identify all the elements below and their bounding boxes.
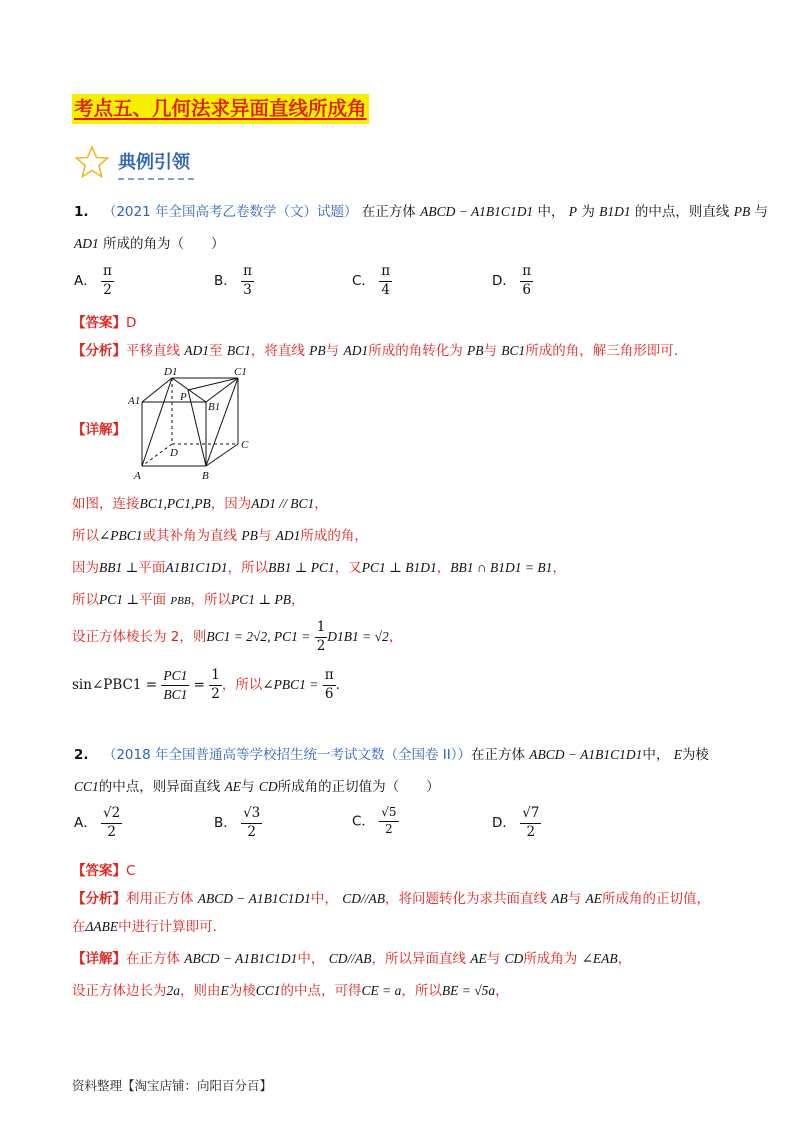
math: BB1 ∩ B1D1 = B1 <box>450 560 553 575</box>
math: D1B1 = √2 <box>327 629 389 645</box>
math: CC1 <box>255 983 281 998</box>
detail-text: 因为 <box>72 560 99 576</box>
question-2-line-2 <box>74 775 440 795</box>
question-source: （2021 年全国高考乙卷数学（文）试题） <box>102 204 358 220</box>
detail-text: ， <box>291 592 305 608</box>
math: 2a <box>166 983 180 998</box>
option-fraction: $\frac{\pi}{3}$ <box>243 263 252 298</box>
math: ABCD − A1B1C1D1 <box>184 951 298 966</box>
label-d1: D1 <box>164 366 178 378</box>
cube-name: ABCD − A1B1C1D1 <box>420 204 534 219</box>
analysis-line-1 <box>72 887 710 907</box>
analysis-text: 在 <box>72 919 86 935</box>
math: PB <box>467 343 484 358</box>
segment-b1d1: B1D1 <box>599 204 631 219</box>
label-c1: C1 <box>234 366 247 378</box>
option-label: C． <box>352 273 375 290</box>
math: E <box>220 983 229 998</box>
segment-cc1: CC1 <box>74 779 99 794</box>
analysis-text: 所成角的正切值， <box>602 891 711 907</box>
page-heading: 考点五、几何法求异面直线所成角 <box>72 94 369 124</box>
detail-text: ， <box>617 951 632 967</box>
math: AD1 <box>184 343 210 358</box>
label-a1: A1 <box>128 395 141 407</box>
detail-text: ， <box>388 629 403 646</box>
detail-text: 所以 <box>72 528 99 544</box>
detail-text: ，所以 <box>221 677 263 694</box>
option-fraction: $\frac{√2}{2}$ <box>103 805 121 840</box>
analysis-text: 利用正方体 <box>126 891 194 907</box>
cube-figure <box>128 366 253 484</box>
math: CE = a <box>361 983 402 998</box>
detail-text: ， <box>314 496 328 512</box>
analysis-text: ，将问题转化为求共面直线 <box>384 891 547 907</box>
option-a[interactable] <box>74 806 122 840</box>
option-label: B． <box>214 815 237 832</box>
line-ae: AE <box>224 779 242 794</box>
detail-text: ，所以异面直线 <box>371 951 466 967</box>
stem-text: 在正方体 <box>361 204 416 220</box>
stem-text: 所成的角为（ ） <box>103 236 225 252</box>
analysis-line-2 <box>72 915 217 935</box>
question-1-line-1 <box>74 200 768 220</box>
math: PBB <box>170 595 191 607</box>
math: PB <box>241 528 258 543</box>
option-label: B． <box>214 273 237 290</box>
math: BE = √5a <box>441 983 496 998</box>
detail-line-6 <box>72 668 340 702</box>
question-1-line-2 <box>74 232 225 252</box>
question-2-line-1 <box>74 743 709 763</box>
detail-text: ， <box>495 983 509 999</box>
math: AD1 // BC1 <box>251 496 315 511</box>
math: CD//AB <box>342 891 385 906</box>
label-d: D <box>170 447 178 459</box>
detail-line-3 <box>72 556 566 576</box>
answer-value: C <box>126 863 136 879</box>
analysis-tag: 【分析】 <box>72 343 126 359</box>
point-p: P <box>568 204 578 219</box>
option-c[interactable] <box>352 264 392 298</box>
detail-text: 为棱 <box>228 983 256 999</box>
math: BB1 ⊥ <box>99 560 139 575</box>
detail-text: 在正方体 <box>126 951 180 967</box>
stem-text: 为 <box>581 204 595 220</box>
analysis-text: 中， <box>310 891 338 907</box>
stem-text: 的中点，则直线 <box>634 204 730 220</box>
math: ∠PBC1 = <box>262 677 319 693</box>
math: ∠PBC1 <box>99 528 143 543</box>
math: A1B1C1D1 <box>165 560 228 575</box>
detail-line-q2-1 <box>72 947 631 967</box>
math: BC1,PC1,PB <box>139 496 211 511</box>
stem-text: 的中点，则异面直线 <box>98 779 221 795</box>
math: ΔABE <box>85 919 119 934</box>
answer-value: D <box>126 315 137 331</box>
math: AD1 <box>343 343 369 358</box>
label-b: B <box>202 470 209 482</box>
analysis-text: 所成的角转化为 <box>368 343 463 359</box>
stem-text: 中， <box>642 747 670 763</box>
detail-tag: 【详解】 <box>72 422 126 438</box>
math: BB1 ⊥ PC1 <box>268 560 335 575</box>
analysis-tag: 【分析】 <box>72 891 126 907</box>
stem-text: 所成角的正切值为（ ） <box>277 779 440 795</box>
detail-text: 所以 <box>72 592 99 608</box>
option-d[interactable] <box>492 264 533 298</box>
math: BC1 = 2√2, PC1 = <box>206 629 311 645</box>
point-e: E <box>673 747 682 762</box>
question-source: （2018 年全国普通高等学校招生统一考试文数（全国卷 II）） <box>102 747 471 763</box>
detail-text: 平面 <box>139 592 167 608</box>
analysis-text: 与 <box>325 343 340 359</box>
math: . <box>335 677 340 694</box>
detail-text: ，所以 <box>227 560 269 576</box>
line-pb: PB <box>733 204 751 219</box>
math: sin∠PBC1 = <box>72 677 158 694</box>
question-number: 1. <box>74 204 89 220</box>
fraction: $\frac{PC1}{BC1}$ <box>163 668 188 702</box>
math: PC1 ⊥ B1D1 <box>361 560 437 575</box>
math: CD <box>504 951 524 966</box>
answer-line <box>72 859 135 879</box>
detail-line-2 <box>72 524 368 544</box>
math: BC1 <box>226 343 251 358</box>
option-c[interactable] <box>352 806 399 837</box>
analysis-text: 平移直线 <box>126 343 180 359</box>
detail-text: 的中点，可得 <box>280 983 362 999</box>
answer-line <box>72 311 136 331</box>
math: ABCD − A1B1C1D1 <box>197 891 311 906</box>
option-b[interactable] <box>214 264 254 298</box>
detail-text: 设正方体边长为 <box>72 983 167 999</box>
option-d[interactable] <box>492 806 541 840</box>
option-fraction: $\frac{√5}{2}$ <box>381 805 397 836</box>
detail-text: 所成的角， <box>300 528 368 544</box>
math: AE <box>470 951 487 966</box>
math: AB <box>551 891 568 906</box>
stem-text: 与 <box>241 779 255 795</box>
line-ad1: AD1 <box>74 236 99 251</box>
detail-line-1 <box>72 492 328 512</box>
stem-text: 与 <box>754 204 769 220</box>
detail-text: ，所以 <box>401 983 442 999</box>
label-b1: B1 <box>208 401 221 413</box>
math: CD//AB <box>328 951 372 966</box>
detail-text: 平面 <box>138 560 166 576</box>
star-icon <box>74 144 110 180</box>
analysis-text: 与 <box>483 343 497 359</box>
fraction: $\frac{\pi}{6}$ <box>324 667 334 702</box>
line-cd: CD <box>258 779 278 794</box>
option-b[interactable] <box>214 806 262 840</box>
detail-line-q2-2 <box>72 979 509 999</box>
math: AD1 <box>275 528 301 543</box>
detail-tag: 【详解】 <box>72 951 126 967</box>
math: PC1 ⊥ <box>99 592 140 607</box>
detail-text: ， <box>552 560 566 576</box>
answer-tag: 【答案】 <box>72 315 126 331</box>
analysis-text: ，将直线 <box>250 343 305 359</box>
option-fraction: $\frac{\pi}{6}$ <box>522 263 532 298</box>
detail-line-4 <box>72 588 305 608</box>
option-fraction: $\frac{√3}{2}$ <box>243 805 261 840</box>
detail-text: 中， <box>297 951 325 967</box>
detail-text: ， <box>436 560 451 576</box>
section-title: 典例引领 <box>118 152 190 173</box>
detail-text: 所成角为 <box>523 951 578 967</box>
section-underline <box>118 178 194 180</box>
option-fraction: $\frac{√7}{2}$ <box>522 805 540 840</box>
detail-text: ，则由 <box>180 983 221 999</box>
analysis-text: 中进行计算即可. <box>118 919 217 935</box>
math: AE <box>585 891 603 906</box>
stem-text: 在正方体 <box>470 747 525 763</box>
math: BC1 <box>501 343 526 358</box>
detail-text: ，又 <box>334 560 362 576</box>
footer-text: 资料整理【淘宝店铺：向阳百分百】 <box>72 1078 273 1093</box>
label-a: A <box>134 470 141 482</box>
detail-text: 与 <box>486 951 501 967</box>
detail-line-5 <box>72 620 402 654</box>
answer-tag: 【答案】 <box>72 863 126 879</box>
question-number: 2. <box>74 747 89 763</box>
option-label: C． <box>352 813 375 830</box>
option-label: A． <box>74 815 97 832</box>
cube-name: ABCD − A1B1C1D1 <box>529 747 643 762</box>
detail-text: ，所以 <box>190 592 232 608</box>
detail-text: 设正方体棱长为 2，则 <box>72 629 207 646</box>
detail-text: 如图，连接 <box>72 496 140 512</box>
stem-text: 中， <box>537 204 565 220</box>
option-fraction: $\frac{\pi}{2}$ <box>103 263 112 298</box>
option-a[interactable] <box>74 264 114 298</box>
label-c: C <box>241 439 249 451</box>
detail-text: 或其补角为直线 <box>142 528 238 544</box>
math: PB <box>309 343 326 358</box>
detail-text: ，因为 <box>210 496 252 512</box>
label-p: P <box>180 391 187 403</box>
analysis-text: 所成的角，解三角形即可. <box>525 343 679 359</box>
analysis-text: 至 <box>209 343 223 359</box>
detail-text: 与 <box>257 528 272 544</box>
analysis-text: 与 <box>567 891 582 907</box>
fraction: $\frac{1}{2}$ <box>316 619 326 654</box>
math: = <box>193 677 205 694</box>
stem-text: 为棱 <box>681 747 709 763</box>
option-label: D． <box>492 815 516 832</box>
option-fraction: $\frac{\pi}{4}$ <box>381 263 391 298</box>
analysis-line <box>72 339 678 359</box>
fraction: $\frac{1}{2}$ <box>211 667 220 702</box>
math: PC1 ⊥ PB <box>231 592 291 607</box>
math: ∠EAB <box>581 951 618 966</box>
option-label: D． <box>492 273 516 290</box>
option-label: A． <box>74 273 97 290</box>
